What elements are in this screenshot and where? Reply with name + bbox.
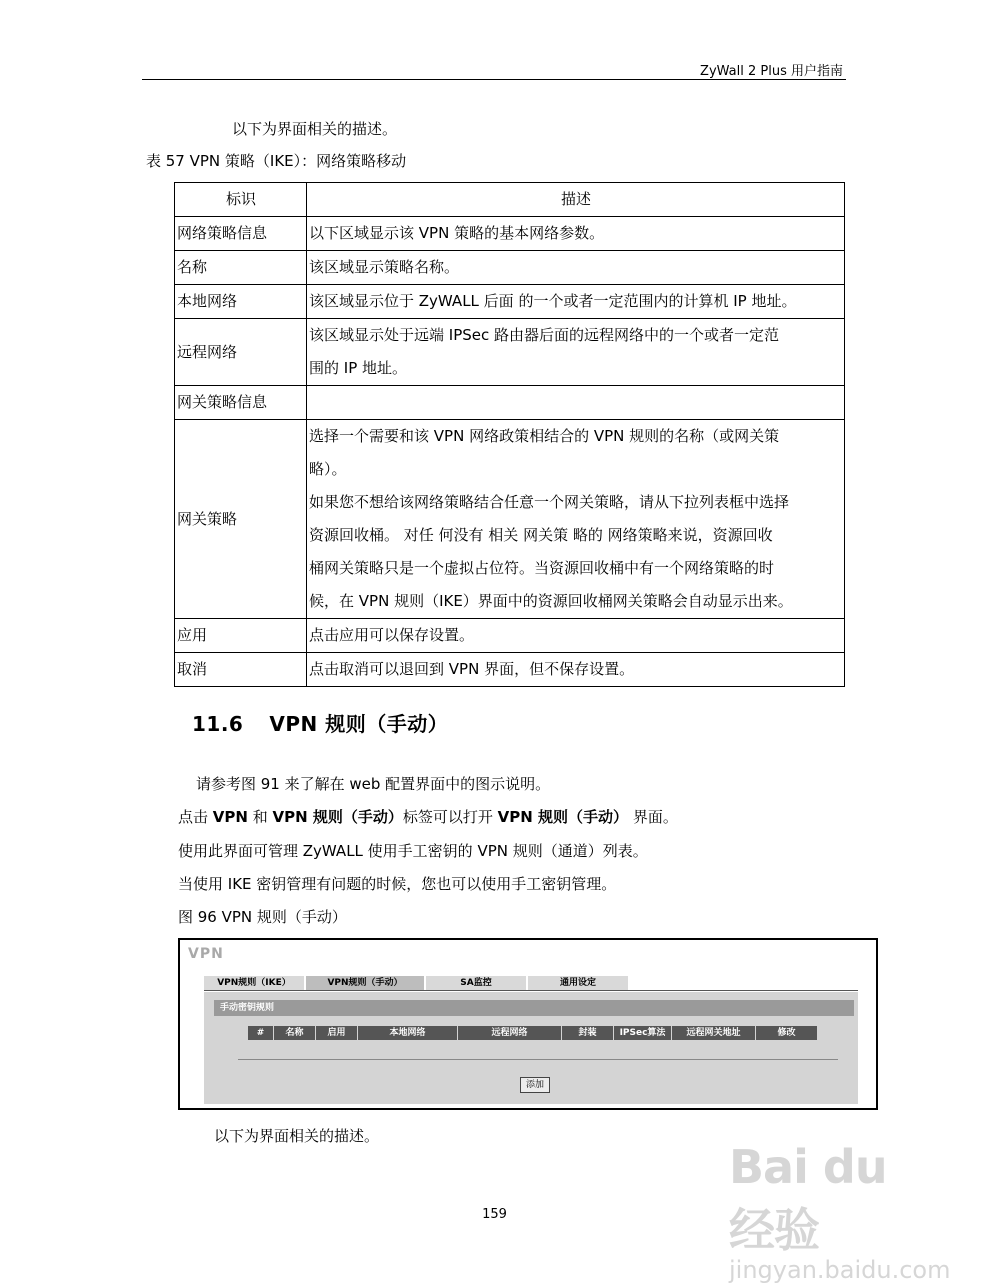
row-label: 远程网络	[175, 319, 307, 386]
paragraph-4: 当使用 IKE 密钥管理有问题的时候，您也可以使用手工密钥管理。	[178, 875, 617, 893]
intro-text-2: 以下为界面相关的描述。	[214, 1127, 380, 1145]
column-local-network: 本地网络	[358, 1026, 458, 1040]
description-line: 该区域显示处于远端 IPSec 路由器后面的远程网络中的一个或者一定范	[309, 326, 780, 344]
row-description	[307, 420, 845, 619]
row-description	[307, 319, 845, 386]
p2-text-a: 点击	[178, 808, 213, 826]
row-label: 网络策略信息	[175, 217, 307, 251]
row-description	[307, 386, 845, 420]
p2-bold-rule: VPN 规则（手动）	[272, 808, 403, 826]
add-button[interactable]: 添加	[520, 1077, 550, 1093]
header-cell-description: 描述	[307, 183, 845, 217]
column-remote-gateway: 远程网关地址	[672, 1026, 756, 1040]
column-modify: 修改	[756, 1026, 818, 1040]
table-row	[175, 285, 845, 319]
description-line: 桶网关策略只是一个虚拟占位符。当资源回收桶中有一个网络策略的时	[309, 559, 775, 577]
table-row	[175, 386, 845, 420]
paragraph-2	[178, 806, 678, 827]
row-label: 应用	[175, 619, 307, 653]
p2-bold-rule-2: VPN 规则（手动）	[497, 808, 629, 826]
description-line: 围的 IP 地址。	[309, 359, 408, 377]
tab-vpn-rule-manual[interactable]: VPN规则（手动）	[306, 976, 424, 990]
table-header-row	[175, 183, 845, 217]
header-cell-label: 标识	[175, 183, 307, 217]
table-caption: 表 57 VPN 策略（IKE）：网络策略移动	[146, 152, 407, 170]
description-line: 如果您不想给该网络策略结合任意一个网关策略，请从下拉列表框中选择	[309, 493, 790, 511]
p2-bold-vpn: VPN	[212, 808, 248, 826]
running-header: ZyWall 2 Plus 用户指南	[700, 64, 843, 79]
row-label: 网关策略	[175, 420, 307, 619]
description-table	[174, 182, 845, 687]
table-row	[175, 653, 845, 687]
description-line: 候，在 VPN 规则（IKE）界面中的资源回收桶网关策略会自动显示出来。	[309, 592, 793, 610]
column-encapsulation: 封装	[562, 1026, 614, 1040]
column-index: #	[248, 1026, 274, 1040]
watermark	[729, 1140, 951, 1284]
page-number: 159	[482, 1207, 507, 1222]
p2-text-d: 界面。	[628, 808, 678, 826]
p2-text-b: 和	[247, 808, 273, 826]
description-line: 该区域显示策略名称。	[309, 258, 460, 276]
description-line: 选择一个需要和该 VPN 网络政策相结合的 VPN 规则的名称（或网关策	[309, 427, 780, 445]
description-line: 以下区域显示该 VPN 策略的基本网络参数。	[309, 224, 605, 242]
description-line: 点击应用可以保存设置。	[309, 626, 475, 644]
description-line: 略）。	[309, 460, 347, 478]
table-bottom-rule	[238, 1059, 838, 1060]
intro-text: 以下为界面相关的描述。	[232, 120, 398, 138]
tab-general-settings[interactable]: 通用设定	[528, 976, 628, 990]
vpn-manual-screenshot	[178, 938, 878, 1110]
description-line: 资源回收桶。 对任 何没有 相关 网关策 略的 网络策略来说，资源回收	[309, 526, 773, 544]
paragraph-3: 使用此界面可管理 ZyWALL 使用手工密钥的 VPN 规则（通道）列表。	[178, 842, 648, 860]
row-label: 名称	[175, 251, 307, 285]
row-description	[307, 217, 845, 251]
p2-text-c: 标签可以打开	[402, 808, 498, 826]
table-row	[175, 217, 845, 251]
section-heading	[192, 708, 448, 737]
panel-title-bar: 手动密钥规则	[214, 1000, 854, 1016]
table-row	[175, 420, 845, 619]
row-description	[307, 619, 845, 653]
row-label: 本地网络	[175, 285, 307, 319]
figure-caption: 图 96 VPN 规则（手动）	[178, 908, 347, 926]
description-line: 该区域显示位于 ZyWALL 后面 的一个或者一定范围内的计算机 IP 地址。	[309, 292, 797, 310]
row-description	[307, 653, 845, 687]
description-line	[309, 386, 843, 419]
column-name: 名称	[274, 1026, 316, 1040]
tab-sa-monitor[interactable]: SA监控	[426, 976, 526, 990]
row-description	[307, 251, 845, 285]
tab-underline	[204, 990, 858, 991]
column-enabled: 启用	[316, 1026, 358, 1040]
watermark-logo: Bai du 经验	[729, 1140, 887, 1257]
tab-vpn-rule-ike[interactable]: VPN规则（IKE）	[204, 976, 304, 990]
screen-title: VPN	[188, 946, 224, 962]
section-number: 11.6	[192, 712, 244, 736]
row-label: 网关策略信息	[175, 386, 307, 420]
row-label: 取消	[175, 653, 307, 687]
row-description	[307, 285, 845, 319]
column-remote-network: 远程网络	[458, 1026, 562, 1040]
watermark-url: jingyan.baidu.com	[729, 1256, 951, 1284]
description-line: 点击取消可以退回到 VPN 界面，但不保存设置。	[309, 660, 635, 678]
paragraph-1: 请参考图 91 来了解在 web 配置界面中的图示说明。	[196, 775, 551, 793]
header-rule	[142, 79, 846, 80]
table-row	[175, 319, 845, 386]
section-title: VPN 规则（手动）	[269, 712, 449, 736]
table-row	[175, 251, 845, 285]
column-ipsec-algorithm: IPSec算法	[614, 1026, 672, 1040]
table-row	[175, 619, 845, 653]
